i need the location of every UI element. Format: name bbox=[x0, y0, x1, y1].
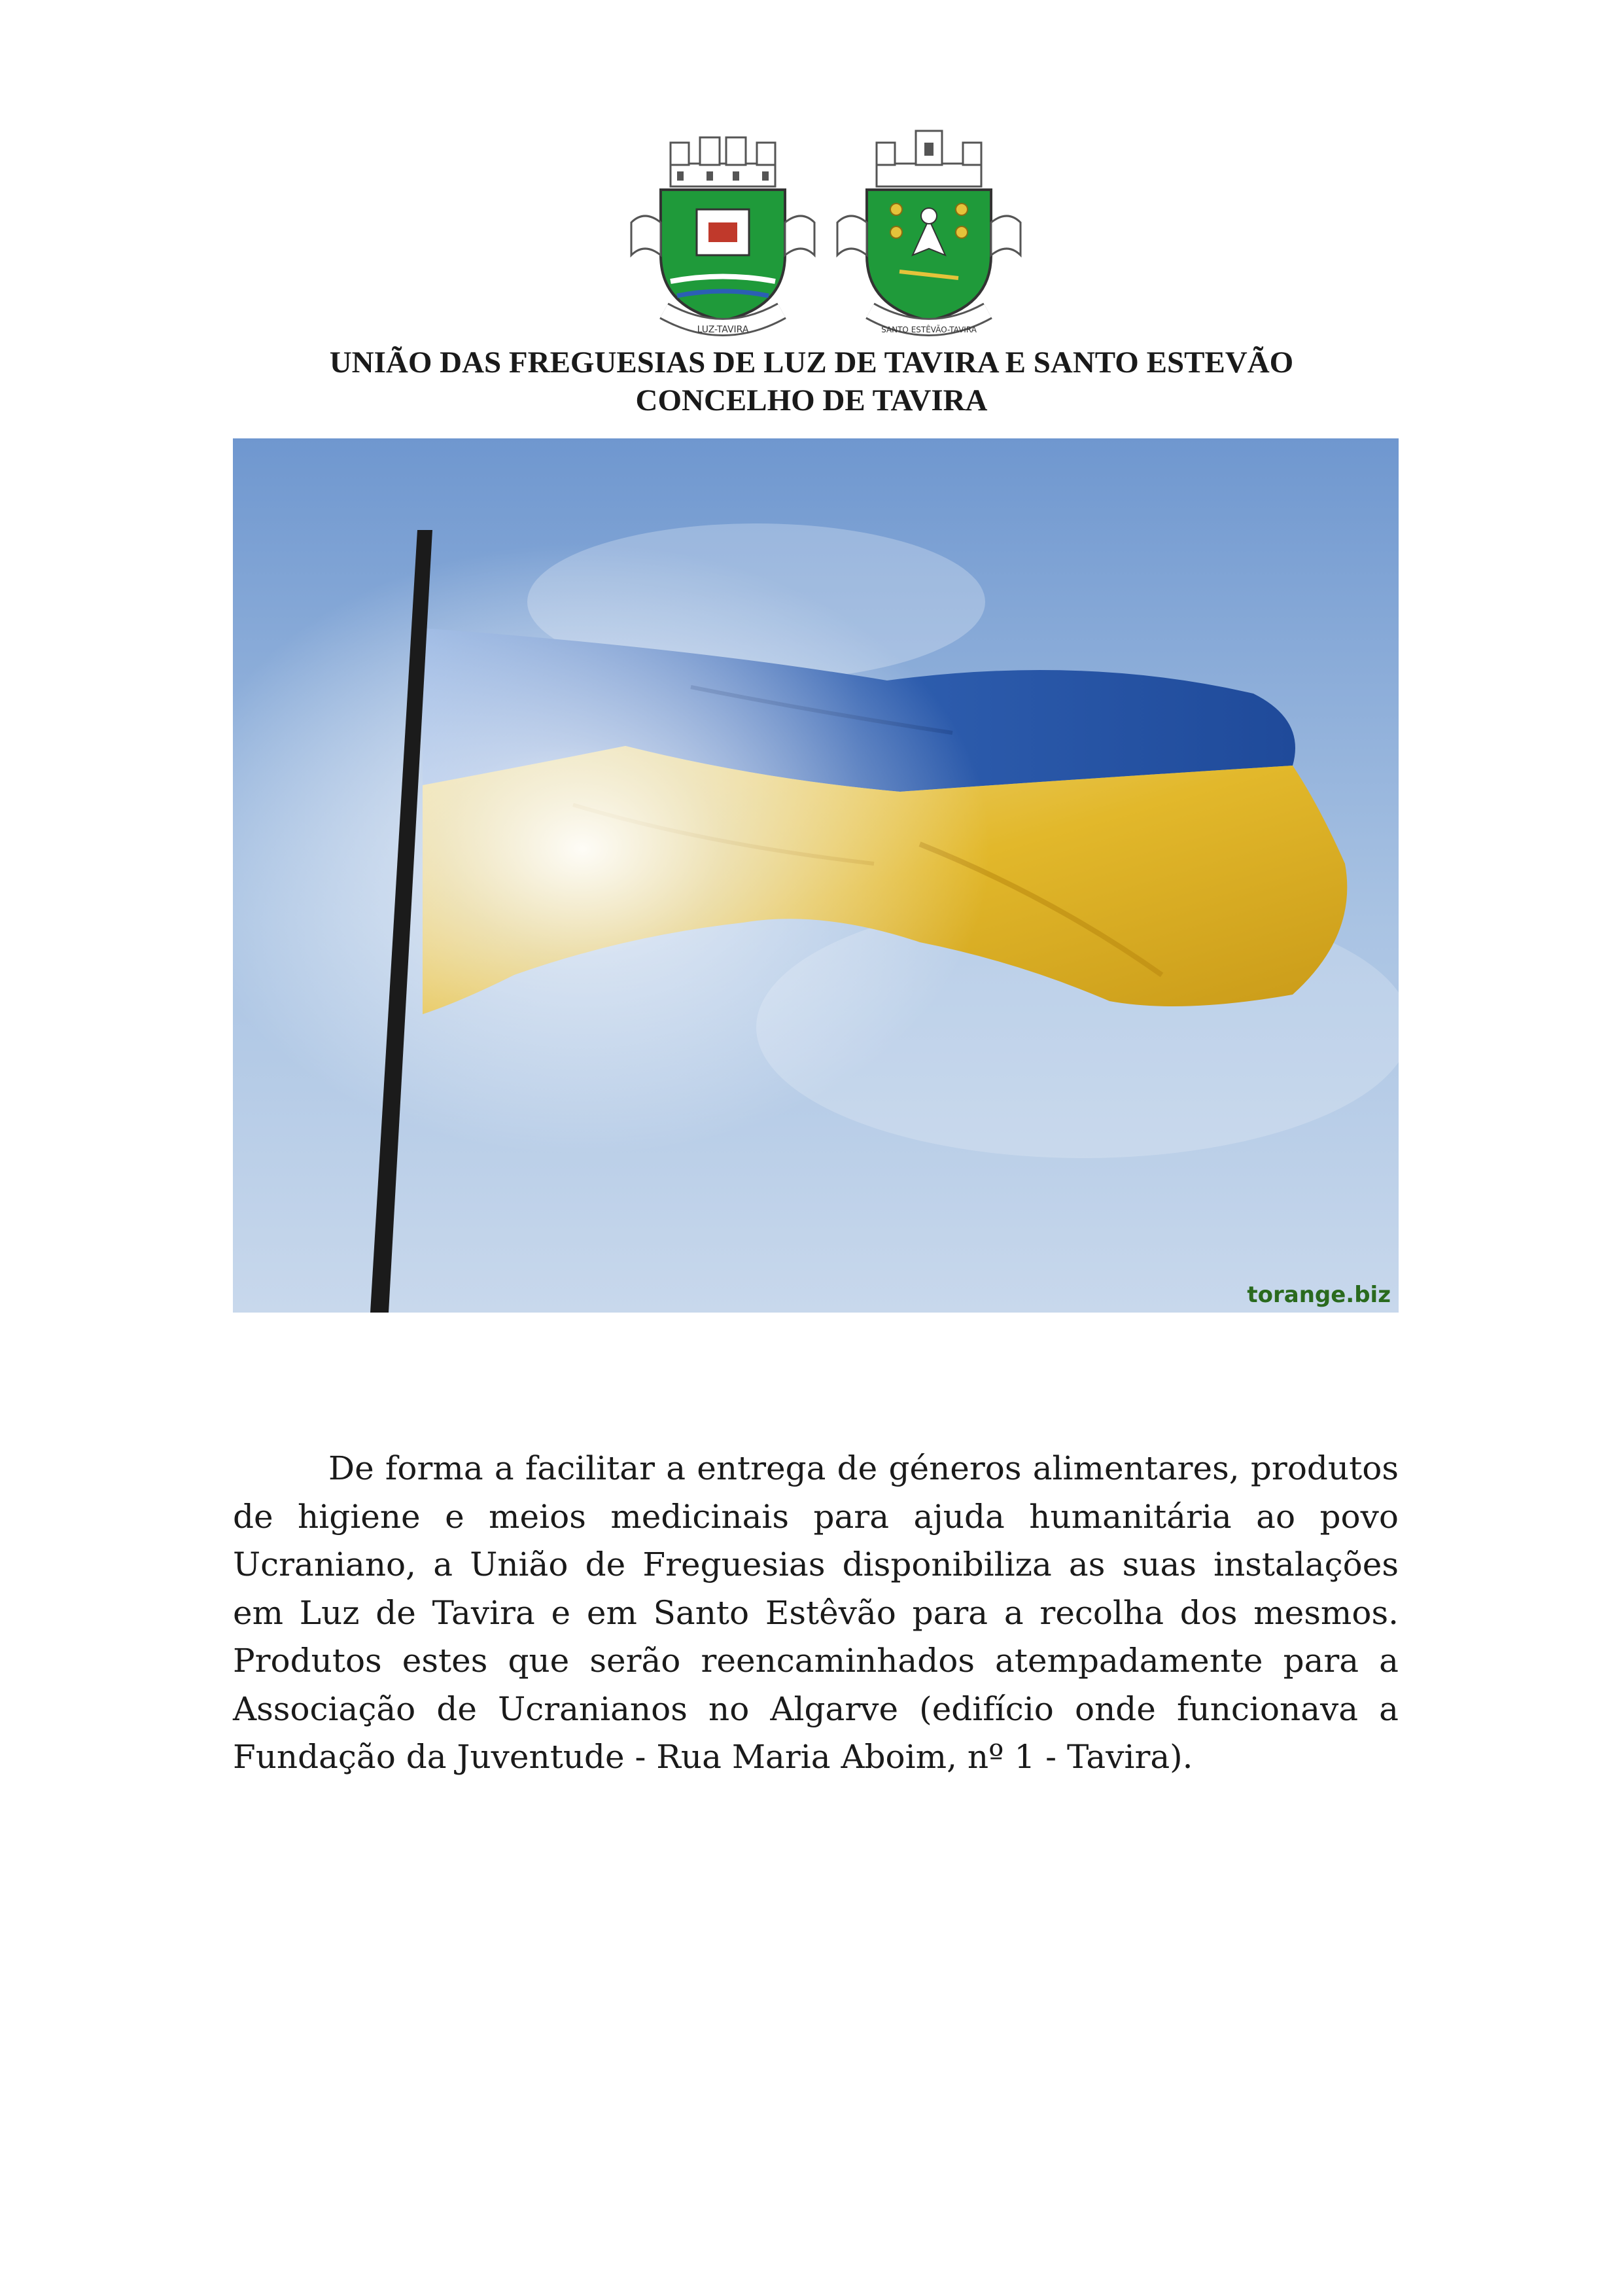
ukraine-flag-photo bbox=[233, 438, 1399, 1313]
header-subtitle: CONCELHO DE TAVIRA bbox=[635, 383, 988, 417]
crests bbox=[625, 124, 1030, 340]
header-title: UNIÃO DAS FREGUESIAS DE LUZ DE TAVIRA E SANTO ESTEVÃO bbox=[329, 345, 1294, 380]
photo-watermark: torange.biz bbox=[1247, 1282, 1391, 1308]
left-crest-ribbon-text: LUZ-TAVIRA bbox=[697, 325, 749, 335]
santo-estevao-crest bbox=[831, 124, 1027, 340]
luz-de-tavira-crest bbox=[625, 124, 821, 340]
right-crest-ribbon-text: SANTO ESTÊVÃO-TAVIRA bbox=[881, 325, 977, 334]
body-paragraph-text: De forma a facilitar a entrega de géneros alimentares, produtos de higiene e meios medicinais para ajuda humanitária ao povo Ucraniano, a União de Freguesias disponibiliza as suas instalações em Luz de Tavira e em Santo Estêvão para a recolha dos mesmos. Produtos estes que serão reencaminhados atempadamente para a Associação de Ucranianos no Algarve (edifício onde funcionava a Fundação da Juventude - Rua Maria Aboim, nº 1 - Tavira). bbox=[233, 1449, 1399, 1776]
body-paragraph bbox=[233, 1445, 1399, 1782]
